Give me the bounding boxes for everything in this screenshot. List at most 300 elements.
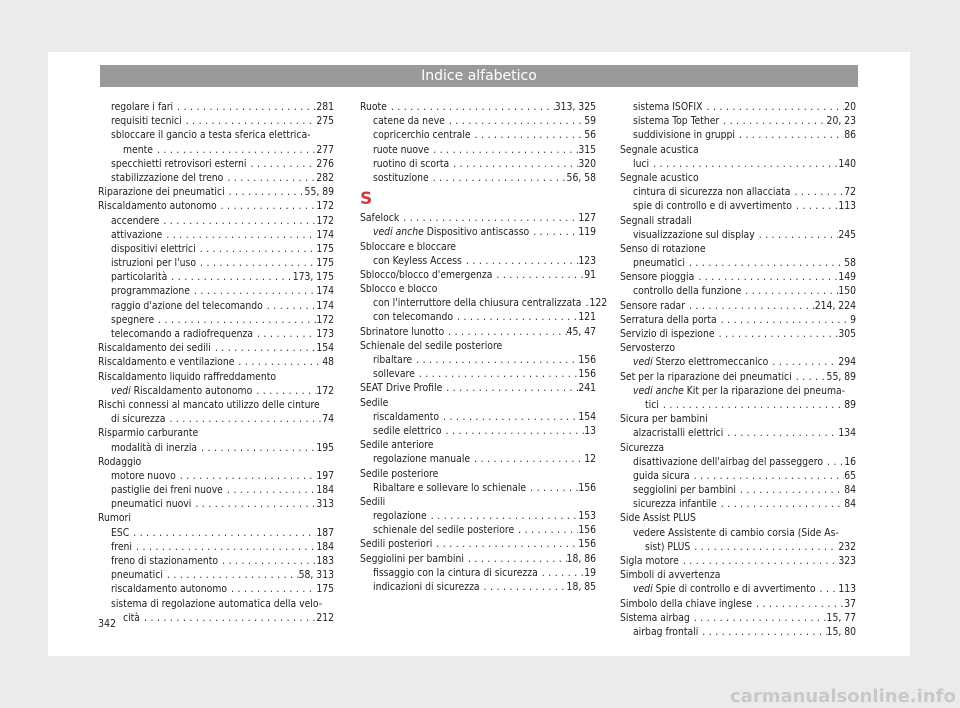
dot-leader [723, 426, 838, 440]
index-entry-text [633, 355, 768, 369]
dot-leader [752, 597, 844, 611]
index-entry-text [111, 540, 132, 554]
index-entry [98, 526, 334, 540]
index-term: Sensore pioggia [620, 271, 695, 284]
index-entry [98, 469, 334, 483]
index-entry-text [373, 523, 514, 537]
dot-leader [698, 625, 826, 639]
page-reference: 86 [844, 129, 856, 142]
index-entry-text [111, 597, 322, 611]
index-entry-text [111, 526, 129, 540]
index-entry [98, 355, 334, 369]
index-term: programmazione [111, 285, 190, 298]
index-entry-text [98, 426, 198, 440]
index-column-2 [360, 100, 608, 594]
index-term: mente [123, 143, 153, 156]
index-term: Rumori [98, 512, 131, 525]
page-reference: 55, 89 [304, 186, 334, 199]
dot-leader [191, 497, 316, 511]
dot-leader [429, 143, 578, 157]
page-reference: 15, 80 [826, 625, 856, 638]
see-also-label: vedi [633, 356, 653, 369]
index-entry [620, 171, 856, 185]
index-term: Ruote [360, 101, 387, 113]
index-term: sollevare [373, 368, 415, 381]
page-reference: 156 [578, 538, 596, 551]
index-entry-text [111, 256, 196, 270]
page-reference: 294 [838, 356, 856, 369]
index-entry [98, 611, 334, 625]
index-entry-text [633, 497, 717, 511]
index-entry [360, 225, 596, 239]
index-entry [360, 367, 596, 381]
see-also-label: vedi anche [373, 226, 424, 239]
index-entry [360, 325, 596, 339]
index-term: attivazione [111, 228, 163, 241]
index-entry [620, 143, 856, 157]
page-reference: 174 [316, 299, 334, 312]
index-entry [620, 284, 856, 298]
page-reference: 48 [322, 356, 334, 369]
index-term: airbag frontali [633, 625, 699, 638]
page-reference: 184 [316, 540, 334, 553]
page-reference: 153 [578, 510, 596, 523]
index-entry-text [111, 214, 159, 228]
page-reference: 313 [316, 498, 334, 511]
index-entry [98, 384, 334, 398]
see-also-label: vedi [633, 583, 653, 596]
page-reference: 320 [578, 157, 596, 170]
index-entry-text [111, 284, 190, 298]
index-entry-text [633, 256, 685, 270]
index-entry-text [360, 552, 464, 566]
dot-leader [429, 171, 567, 185]
page-reference: 55, 89 [826, 370, 856, 383]
index-entry [360, 211, 596, 225]
index-term: Riscaldamento dei sedili [98, 342, 211, 355]
index-entry [620, 497, 856, 511]
index-term: controllo della funzione [633, 285, 742, 298]
index-entry-text [111, 412, 165, 426]
index-term: guida sicura [633, 469, 690, 482]
dot-leader [387, 100, 555, 114]
index-term: riscaldamento [373, 410, 440, 423]
index-entry-text [98, 199, 217, 213]
index-entry [620, 526, 856, 540]
index-entry [620, 185, 856, 199]
page-reference: 197 [316, 469, 334, 482]
index-entry-text [620, 143, 699, 157]
dot-leader [196, 256, 316, 270]
page-reference: 16 [844, 455, 856, 468]
page-reference: 175 [316, 257, 334, 270]
dot-leader [685, 299, 815, 313]
index-entry-text [360, 325, 444, 339]
index-entry-text [633, 199, 792, 213]
dot-leader [225, 185, 305, 199]
index-entry [98, 426, 334, 440]
dot-leader [154, 313, 316, 327]
index-entry-text [620, 341, 675, 355]
index-term: sedile elettrico [373, 424, 442, 437]
index-entry-text [373, 410, 439, 424]
page-reference: 276 [316, 157, 334, 170]
index-term: Sblocco/blocco d'emergenza [360, 268, 493, 281]
index-entry [360, 495, 596, 509]
index-entry-text [360, 537, 432, 551]
dot-leader [182, 114, 317, 128]
index-entry-text [360, 339, 502, 353]
index-entry-text [633, 426, 723, 440]
index-entry-text [373, 310, 453, 324]
index-term: schienale del sedile posteriore [373, 524, 515, 537]
index-entry-text [111, 270, 167, 284]
dot-leader [735, 128, 844, 142]
index-entry [360, 580, 596, 594]
page-reference: 156 [578, 524, 596, 537]
page-reference: 74 [322, 413, 334, 426]
page-reference: 275 [316, 115, 334, 128]
page-reference: 212 [316, 611, 334, 624]
dot-leader [167, 270, 292, 284]
index-term: Schienale del sedile posteriore [360, 339, 503, 352]
index-entry [360, 171, 596, 185]
index-entry [620, 100, 856, 114]
dot-leader [129, 526, 316, 540]
index-entry-text [645, 398, 659, 412]
dot-leader [464, 552, 567, 566]
index-entry-text [620, 597, 752, 611]
page-reference: 195 [316, 441, 334, 454]
index-term: catene da neve [373, 115, 445, 128]
index-entry-text [633, 228, 755, 242]
index-entry [98, 242, 334, 256]
index-entry [360, 128, 596, 142]
index-term: copricerchio centrale [373, 129, 471, 142]
dot-leader [153, 143, 316, 157]
index-entry-text [373, 171, 429, 185]
page-reference: 89 [844, 398, 856, 411]
page-reference: 174 [316, 285, 334, 298]
page-reference: 65 [844, 469, 856, 482]
index-entry [98, 114, 334, 128]
dot-leader [649, 157, 838, 171]
index-entry [620, 582, 856, 596]
page-reference: 172 [316, 200, 334, 213]
dot-leader [197, 441, 316, 455]
index-entry [98, 313, 334, 327]
page-reference: 20 [844, 101, 856, 113]
index-entry-text [633, 625, 698, 639]
index-entry [98, 299, 334, 313]
index-term: freno di stazionamento [111, 555, 219, 567]
index-entry [98, 171, 334, 185]
index-term: di sicurezza [111, 413, 166, 426]
index-term: sistema ISOFIX [633, 101, 703, 113]
dot-leader [223, 483, 316, 497]
index-term: Sicurezza [620, 441, 665, 454]
page-reference: 149 [838, 271, 856, 284]
index-entry [620, 384, 856, 398]
index-term: spie di controllo e di avvertimento [633, 200, 792, 213]
index-entry [98, 483, 334, 497]
index-entry-text [373, 367, 415, 381]
index-entry-text [373, 157, 449, 171]
index-entry-text [111, 554, 218, 568]
index-entry-text [360, 438, 433, 452]
index-entry-text [111, 483, 223, 497]
dot-leader [685, 256, 844, 270]
dot-leader [227, 582, 316, 596]
index-entry [620, 455, 856, 469]
index-entry [98, 284, 334, 298]
dot-leader [415, 367, 579, 381]
index-term: Safelock [360, 212, 400, 225]
dot-leader [768, 355, 838, 369]
index-term: ribaltare [373, 354, 413, 366]
dot-leader [449, 157, 578, 171]
index-entry [98, 341, 334, 355]
index-entry [360, 254, 596, 268]
index-term: fissaggio con la cintura di sicurezza [373, 566, 538, 579]
index-entry [98, 270, 334, 284]
index-term: Serratura della porta [620, 313, 717, 326]
index-entry-text [111, 384, 252, 398]
dot-leader [453, 310, 578, 324]
dot-leader [529, 225, 578, 239]
index-entry-text [111, 157, 246, 171]
page-reference: 281 [316, 101, 334, 113]
index-entry [98, 256, 334, 270]
page-reference: 13 [584, 424, 596, 437]
index-entry-text [373, 580, 480, 594]
index-term: vedere Assistente di cambio corsia (Side As- [633, 526, 839, 539]
index-term: Side Assist PLUS [620, 512, 696, 525]
page-reference: 277 [316, 143, 334, 156]
page-reference: 282 [316, 171, 334, 184]
page-reference: 12 [584, 453, 596, 466]
index-entry [620, 128, 856, 142]
index-entry [360, 100, 596, 114]
index-term: suddivisione in gruppi [633, 129, 735, 142]
dot-leader [223, 171, 316, 185]
index-term: seggiolini per bambini [633, 484, 736, 497]
dot-leader [444, 325, 566, 339]
index-entry [620, 299, 856, 313]
index-term: Sedile anteriore [360, 439, 434, 452]
dot-leader [432, 537, 578, 551]
index-entry-text [111, 469, 176, 483]
index-entry-text [633, 469, 690, 483]
dot-leader [140, 611, 316, 625]
dot-leader [159, 214, 316, 228]
index-term: Sigla motore [620, 555, 679, 567]
page-reference: 172 [316, 384, 334, 397]
dot-leader [399, 211, 578, 225]
index-entry-text [360, 381, 442, 395]
index-term: visualizzazione sul display [633, 228, 755, 241]
index-term: Sedile [360, 396, 389, 409]
page-reference: 140 [838, 157, 856, 170]
dot-leader [442, 381, 578, 395]
index-term: Spie di controllo e di avvertimento [652, 583, 816, 596]
index-entry-text [360, 240, 456, 254]
index-entry [360, 424, 596, 438]
page-reference: 18, 85 [566, 581, 596, 593]
index-entry [360, 310, 596, 324]
index-entry [620, 441, 856, 455]
dot-leader [741, 284, 838, 298]
index-entry [98, 199, 334, 213]
index-entry-text [123, 143, 153, 157]
see-also-label: vedi [111, 384, 131, 397]
index-entry-text [360, 211, 399, 225]
index-term: Kit per la riparazione dei pneuma- [683, 384, 845, 397]
dot-leader [162, 228, 316, 242]
page-reference: 72 [844, 186, 856, 199]
index-entry-text [620, 313, 717, 327]
index-term: indicazioni di sicurezza [373, 581, 480, 593]
index-term: Ribaltare e sollevare lo schienale [373, 481, 527, 494]
index-entry-text [620, 441, 664, 455]
page-reference: 184 [316, 484, 334, 497]
page-reference: 150 [838, 285, 856, 298]
index-term: spegnere [111, 313, 155, 326]
index-entry [620, 327, 856, 341]
index-entry-text [111, 568, 163, 582]
index-term: Segnale acustica [620, 143, 699, 156]
index-entry [620, 341, 856, 355]
index-entry-text [633, 185, 790, 199]
dot-leader [679, 554, 839, 568]
dot-leader [816, 582, 839, 596]
index-entry [360, 410, 596, 424]
index-entry [620, 199, 856, 213]
index-entry [620, 214, 856, 228]
index-term: Rischi connessi al mancato utilizzo delle cinture [98, 398, 320, 411]
index-entry-text [360, 495, 385, 509]
index-entry [620, 157, 856, 171]
index-entry-text [633, 483, 736, 497]
index-entry-text [360, 268, 492, 282]
index-entry [620, 611, 856, 625]
index-term: specchietti retrovisori esterni [111, 157, 247, 170]
index-term: disattivazione dell'airbag del passeggero [633, 455, 824, 468]
index-entry-text [373, 254, 462, 268]
index-entry-text [98, 511, 131, 525]
index-term: Sedili [360, 495, 386, 508]
index-term: riscaldamento autonomo [111, 583, 228, 596]
index-entry-text [111, 582, 227, 596]
dot-leader [492, 268, 584, 282]
index-entry [98, 185, 334, 199]
index-entry-text [360, 282, 437, 296]
index-term: luci [633, 157, 650, 170]
index-entry [360, 467, 596, 481]
index-term: ruote nuove [373, 143, 430, 156]
index-term: Sensore radar [620, 299, 686, 312]
page-reference: 172 [316, 313, 334, 326]
index-entry [360, 268, 596, 282]
index-entry-text [620, 327, 715, 341]
index-entry [98, 100, 334, 114]
page-reference: 119 [578, 226, 596, 239]
dot-leader [462, 254, 578, 268]
index-entry [98, 128, 334, 142]
index-term: ruotino di scorta [373, 157, 450, 170]
index-term: Seggiolini per bambini [360, 552, 464, 565]
page-reference: 156 [578, 481, 596, 494]
index-entry-text [111, 299, 263, 313]
index-entry-text [98, 370, 276, 384]
index-entry [620, 540, 856, 554]
index-term: sistema Top Tether [633, 115, 720, 128]
dot-leader [445, 114, 584, 128]
index-entry-text [111, 441, 197, 455]
dot-leader [480, 580, 567, 594]
index-entry-text [633, 114, 719, 128]
section-header: Indice alfabetico [100, 65, 858, 87]
index-term: particolarità [111, 271, 168, 284]
page-reference: 84 [844, 498, 856, 511]
dot-leader [792, 199, 838, 213]
index-entry-text [633, 128, 735, 142]
page-reference: 58, 313 [298, 569, 334, 582]
index-term: Dispositivo antiscasso [423, 226, 530, 239]
index-letter-heading: S [360, 189, 373, 210]
index-entry-text [373, 143, 429, 157]
index-term: sistema di regolazione automatica della velo- [111, 597, 323, 610]
page-reference: 172 [316, 214, 334, 227]
index-column-1 [98, 100, 334, 625]
page-reference: 113 [838, 583, 856, 596]
index-term: Set per la riparazione dei pneumatici [620, 370, 792, 383]
index-entry-text [620, 171, 699, 185]
index-entry-text [373, 353, 412, 367]
page-reference: 134 [838, 427, 856, 440]
index-term: Sistema airbag [620, 611, 690, 624]
index-term: Simboli di avvertenza [620, 569, 721, 582]
index-term: Simbolo della chiave inglese [620, 597, 753, 610]
dot-leader [703, 100, 845, 114]
index-term: Riscaldamento e ventilazione [98, 356, 235, 369]
dot-leader [471, 128, 585, 142]
index-term: sist) PLUS [645, 540, 691, 553]
index-term: requisiti tecnici [111, 115, 182, 128]
index-entry-text [98, 185, 225, 199]
page-reference: 175 [316, 242, 334, 255]
dot-leader [217, 199, 317, 213]
index-entry [620, 370, 856, 384]
index-term: Riscaldamento autonomo [98, 200, 217, 213]
page-reference: 323 [838, 555, 856, 567]
index-term: SEAT Drive Profile [360, 382, 443, 395]
page-reference: 187 [316, 526, 334, 539]
page-reference: 58 [844, 257, 856, 270]
index-entry [98, 582, 334, 596]
dot-leader [719, 114, 826, 128]
dot-leader [190, 284, 316, 298]
index-entry-text [620, 511, 696, 525]
see-also-label: vedi anche [633, 384, 684, 397]
index-entry [620, 568, 856, 582]
page-reference: 19 [584, 566, 596, 579]
page-reference: 173 [316, 328, 334, 340]
index-entry-text [633, 284, 741, 298]
page-reference: 9 [850, 313, 856, 326]
index-entry-text [111, 114, 182, 128]
index-entry [620, 398, 856, 412]
